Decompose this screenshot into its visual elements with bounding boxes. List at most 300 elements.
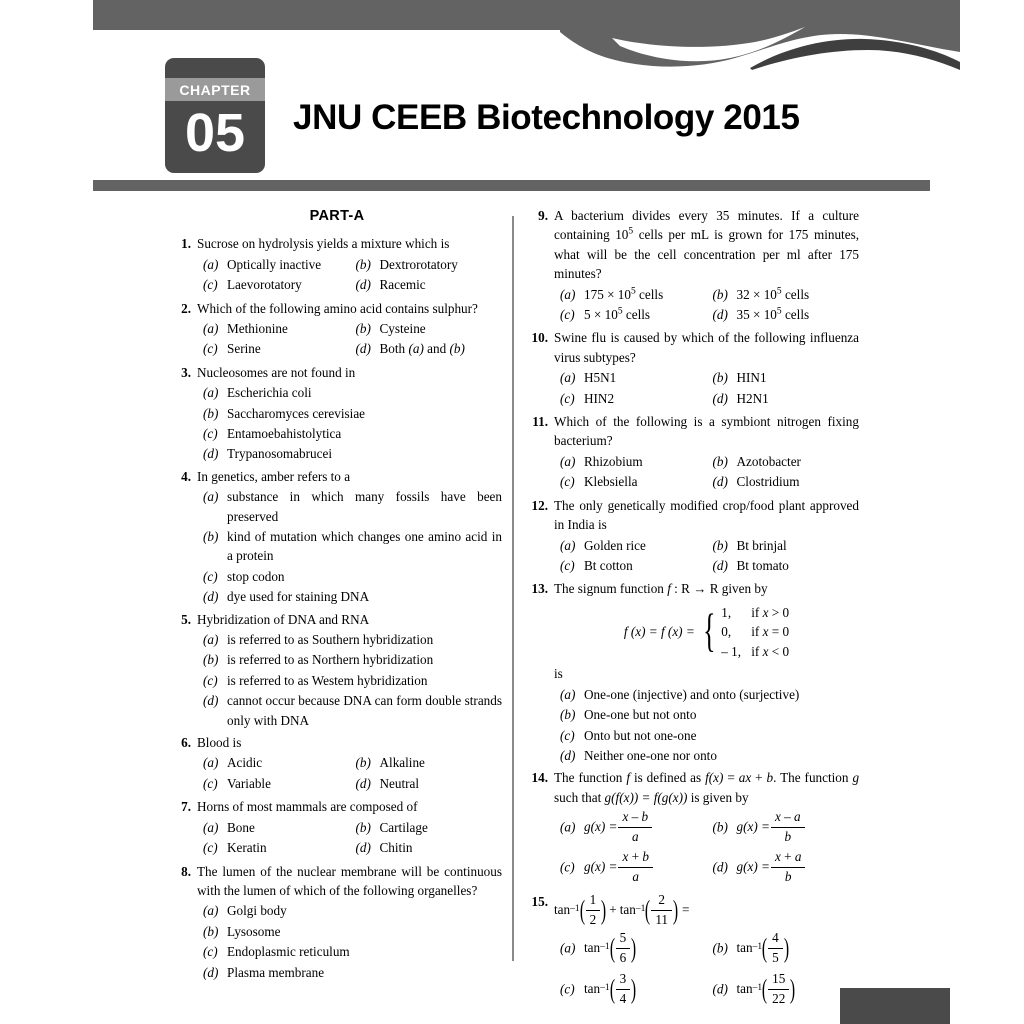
- option-d[interactable]: [707, 305, 860, 324]
- arctan-label: tan: [584, 981, 601, 997]
- question-text: Horns of most mammals are composed of: [197, 799, 418, 815]
- option-text-c: Onto but not one-one: [584, 727, 697, 743]
- question-14-options: [554, 809, 859, 889]
- option-text-a: Escherichia coli: [227, 385, 312, 401]
- option-label-a: (a): [203, 256, 219, 272]
- option-text-b: One-one but not onto: [584, 707, 697, 723]
- numerator: x + b: [618, 849, 652, 868]
- right-paren-icon: ): [631, 973, 637, 1004]
- options: [554, 368, 859, 409]
- numerator: 2: [651, 892, 672, 911]
- arg1-fraction: [586, 892, 601, 928]
- option-text-d: Trypanosomabrucei: [227, 446, 332, 462]
- option-label-a: (a): [203, 755, 219, 771]
- option-label-d: (d): [712, 307, 728, 323]
- arctan-label: tan: [584, 940, 601, 956]
- option-text-d: Plasma membrane: [227, 964, 325, 980]
- option-text-d: cannot occur because DNA can form double strands only with DNA: [227, 693, 502, 728]
- option-text-c: stop codon: [227, 568, 285, 584]
- option-text-d: Racemic: [379, 277, 426, 293]
- option-d-fraction: [768, 971, 789, 1007]
- chapter-badge: [165, 58, 265, 173]
- option-d-fraction: [771, 849, 805, 885]
- option-c[interactable]: [554, 726, 859, 745]
- question-text: [554, 892, 859, 928]
- option-label-d: (d): [560, 747, 576, 763]
- numerator: 3: [616, 971, 631, 990]
- question-11: [529, 412, 859, 493]
- right-paren-icon: ): [790, 973, 796, 1004]
- arctan-exponent: –1: [600, 983, 610, 994]
- option-c[interactable]: [554, 305, 707, 324]
- question-text: Blood is: [197, 735, 242, 751]
- question-text: Which of the following is a symbiont nitrogen fixing bacterium?: [554, 414, 859, 449]
- option-b-fraction: [771, 809, 805, 845]
- option-c[interactable]: [197, 339, 350, 358]
- left-column: [172, 206, 502, 985]
- arctan-exponent: –1: [635, 904, 646, 915]
- exponent: 5: [776, 286, 782, 297]
- question-4: [172, 467, 502, 607]
- option-a[interactable]: [554, 809, 707, 845]
- footer-block: [840, 988, 950, 1024]
- option-a[interactable]: [554, 536, 707, 555]
- options: [197, 901, 502, 982]
- option-c[interactable]: [197, 942, 502, 961]
- option-d[interactable]: [197, 587, 502, 606]
- option-b[interactable]: [197, 650, 502, 669]
- denominator: 4: [619, 990, 627, 1006]
- header-wave-decoration: [560, 0, 960, 75]
- option-label-b: (b): [712, 940, 728, 956]
- arctan-exponent: –1: [752, 942, 763, 953]
- page-title: JNU CEEB Biotechnology 2015: [293, 98, 800, 137]
- options: [554, 285, 859, 326]
- options: [554, 685, 859, 766]
- case-condition: if x > 0: [751, 604, 790, 620]
- option-a[interactable]: [197, 753, 350, 772]
- numerator: 1: [586, 892, 601, 911]
- option-text-a: Optically inactive: [227, 256, 322, 272]
- option-text-d: dye used for staining DNA: [227, 589, 370, 605]
- denominator: 11: [655, 911, 669, 927]
- question-text: A bacterium divides every 35 minutes. If a culture containing $10^5$ cells per mL is grown for 175 minutes, what will be the cell concentration per ml after 175 minutes?: [554, 208, 859, 282]
- option-text-b: $32 \times 10^5$ cells: [736, 286, 810, 302]
- question-number: 14.: [531, 770, 548, 786]
- option-label-a: (a): [560, 286, 576, 302]
- option-d[interactable]: [350, 774, 503, 793]
- question-number: 1.: [181, 236, 191, 252]
- question-text: The only genetically modified crop/food plant approved in India is: [554, 497, 859, 533]
- option-text-c: HIN2: [584, 390, 615, 406]
- option-a[interactable]: [197, 255, 350, 274]
- option-b-lhs: g(x) =: [736, 819, 770, 835]
- option-a-fraction: [618, 809, 652, 845]
- option-text-b: Lysosome: [227, 923, 281, 939]
- piecewise-lhs: f (x) = f (x) =: [623, 624, 695, 640]
- option-label-d: (d): [203, 446, 219, 462]
- options: [197, 630, 502, 730]
- option-text-a: Rhizobium: [584, 453, 643, 469]
- denominator: 2: [589, 911, 597, 927]
- option-c[interactable]: [197, 838, 350, 857]
- left-paren-icon: (: [609, 932, 615, 963]
- option-label-d: (d): [203, 693, 219, 709]
- option-label-c: (c): [560, 390, 575, 406]
- arctan-label: tan: [736, 981, 753, 997]
- option-label-b: (b): [355, 256, 371, 272]
- option-c[interactable]: [554, 556, 707, 575]
- equals-sign: =: [682, 902, 690, 918]
- option-label-a: (a): [203, 632, 219, 648]
- option-c[interactable]: [197, 774, 350, 793]
- option-text-c: Entamoebahistolytica: [227, 425, 342, 441]
- option-b[interactable]: [350, 255, 503, 274]
- denominator: b: [784, 868, 792, 884]
- option-label-a: (a): [560, 686, 576, 702]
- option-label-c: (c): [203, 425, 218, 441]
- case-value: 0,: [721, 624, 732, 640]
- arctan-exponent: –1: [600, 942, 610, 953]
- option-label-b: (b): [203, 923, 219, 939]
- option-c[interactable]: [197, 671, 502, 690]
- option-c[interactable]: [554, 849, 707, 885]
- option-text-b: Azotobacter: [736, 453, 801, 469]
- denominator: b: [784, 828, 792, 844]
- option-label-b: (b): [203, 529, 219, 544]
- option-c[interactable]: [197, 275, 350, 294]
- option-label-b: (b): [355, 819, 371, 835]
- title-underline-rule: [93, 180, 930, 191]
- options: [197, 818, 502, 859]
- option-a-fraction: [616, 930, 631, 966]
- question-text: Nucleosomes are not found in: [197, 364, 356, 380]
- arg2-fraction: [651, 892, 672, 928]
- denominator: 6: [619, 949, 627, 965]
- numerator: 4: [768, 930, 783, 949]
- denominator: a: [632, 868, 639, 884]
- option-c[interactable]: [554, 971, 707, 1007]
- inline-ref-a: (a): [408, 341, 424, 357]
- numerator: 15: [768, 971, 789, 990]
- options: [197, 255, 502, 296]
- option-d-lhs: g(x) =: [736, 859, 770, 875]
- options: [554, 452, 859, 493]
- question-15-options: [554, 930, 859, 1012]
- option-label-b: (b): [560, 707, 576, 723]
- option-label-a: (a): [203, 320, 219, 336]
- question-14: [529, 768, 859, 889]
- right-paren-icon: ): [783, 932, 789, 963]
- option-c[interactable]: [554, 472, 707, 491]
- question-7: [172, 797, 502, 858]
- option-c-fraction: [616, 971, 631, 1007]
- numerator: x – b: [618, 809, 652, 828]
- option-label-a: (a): [560, 370, 576, 386]
- question-12: [529, 496, 859, 577]
- option-text-a: $175 \times 10^5$ cells: [584, 286, 664, 302]
- option-text-c: Laevorotatory: [227, 277, 302, 293]
- case-row: [721, 642, 789, 662]
- option-label-b: (b): [712, 537, 728, 553]
- option-b[interactable]: [554, 705, 859, 724]
- option-label-d: (d): [712, 557, 728, 573]
- right-paren-icon: ): [631, 932, 637, 963]
- option-text-a: Golgi body: [227, 903, 287, 919]
- option-a[interactable]: [554, 452, 707, 471]
- option-d[interactable]: [197, 444, 502, 463]
- option-b[interactable]: [350, 753, 503, 772]
- options: [197, 487, 502, 606]
- options: [197, 319, 502, 360]
- question-5: [172, 610, 502, 730]
- option-a[interactable]: [197, 383, 502, 402]
- option-c-fraction: [618, 849, 652, 885]
- option-label-c: (c): [203, 672, 218, 688]
- option-text-a: H5N1: [584, 370, 617, 386]
- option-b[interactable]: [707, 368, 860, 387]
- option-text-b: Saccharomyces cerevisiae: [227, 405, 366, 421]
- question-text: Hybridization of DNA and RNA: [197, 611, 370, 627]
- option-label-c: (c): [203, 341, 218, 357]
- question-number: 12.: [531, 497, 548, 513]
- option-text-b: Bt brinjal: [736, 537, 787, 553]
- option-label-c: (c): [203, 277, 218, 293]
- question-number: 7.: [181, 799, 191, 815]
- left-paren-icon: (: [762, 932, 768, 963]
- option-b[interactable]: [350, 818, 503, 837]
- option-label-d: (d): [712, 859, 728, 875]
- left-brace-icon: {: [702, 605, 716, 658]
- left-paren-icon: (: [579, 894, 585, 925]
- option-a[interactable]: [554, 285, 707, 304]
- option-label-a: (a): [560, 453, 576, 469]
- column-divider: [512, 216, 514, 961]
- question-text: In genetics, amber refers to a: [197, 468, 351, 484]
- option-label-c: (c): [560, 727, 575, 743]
- option-label-d: (d): [355, 341, 371, 357]
- option-label-d: (d): [355, 277, 371, 293]
- denominator: 22: [772, 990, 786, 1006]
- arctan-exponent: –1: [752, 983, 763, 994]
- option-a[interactable]: [197, 901, 502, 920]
- option-text-b: kind of mutation which changes one amino acid in a protein: [227, 529, 502, 564]
- right-paren-icon: ): [672, 894, 679, 925]
- option-d[interactable]: [707, 556, 860, 575]
- option-b[interactable]: [197, 527, 502, 566]
- option-label-a: (a): [560, 537, 576, 553]
- option-label-a: (a): [560, 940, 576, 956]
- option-label-b: (b): [712, 370, 728, 386]
- option-text-c: is referred to as Westem hybridization: [227, 672, 428, 688]
- question-number: 11.: [532, 414, 548, 430]
- option-a-lhs: g(x) =: [584, 819, 618, 835]
- option-text-b: Cartilage: [379, 819, 428, 835]
- option-label-d: (d): [712, 390, 728, 406]
- option-text-a: is referred to as Southern hybridization: [227, 632, 434, 648]
- chapter-number: 05: [184, 103, 246, 163]
- option-text-d: Bt tomato: [736, 557, 789, 573]
- option-b[interactable]: [197, 922, 502, 941]
- option-text-c: Bt cotton: [584, 557, 633, 573]
- option-a[interactable]: [197, 487, 502, 526]
- option-text-d: Clostridium: [736, 474, 800, 490]
- piecewise-cases: [721, 603, 789, 662]
- option-label-d: (d): [355, 775, 371, 791]
- option-label-d: (d): [712, 981, 728, 997]
- question-number: 3.: [181, 364, 191, 380]
- option-text-d: Neutral: [379, 775, 420, 791]
- option-label-d: (d): [203, 589, 219, 605]
- option-text-d: Both (a) and (b): [379, 341, 465, 357]
- option-text-b: is referred to as Northern hybridization: [227, 652, 434, 668]
- option-d[interactable]: [197, 691, 502, 730]
- question-13: [529, 579, 859, 598]
- right-paren-icon: ): [601, 894, 607, 925]
- case-value: 1,: [721, 604, 732, 620]
- option-label-a: (a): [203, 489, 219, 505]
- question-number: 6.: [181, 735, 191, 751]
- option-text-a: Bone: [227, 819, 255, 835]
- arctan-label: tan: [736, 940, 753, 956]
- option-text-c: Serine: [227, 341, 261, 357]
- case-condition: if x = 0: [751, 624, 790, 640]
- option-label-c: (c): [203, 775, 218, 791]
- option-c[interactable]: [197, 424, 502, 443]
- option-label-c: (c): [560, 474, 575, 490]
- case-row: [721, 622, 789, 642]
- arctan-exponent: –1: [570, 904, 580, 915]
- option-text-a: substance in which many fossils have been preserved: [227, 489, 502, 524]
- function-symbol: f: [667, 581, 671, 597]
- option-c-lhs: g(x) =: [584, 859, 618, 875]
- option-d[interactable]: [350, 838, 503, 857]
- option-b[interactable]: [707, 285, 860, 304]
- question-8: [172, 862, 502, 982]
- right-column: [529, 206, 859, 1015]
- option-text-c: Klebsiella: [584, 474, 638, 490]
- option-b[interactable]: [197, 404, 502, 423]
- option-label-b: (b): [355, 755, 371, 771]
- option-label-b: (b): [203, 405, 219, 421]
- question-number: 8.: [181, 863, 191, 879]
- option-text-a: Acidic: [227, 755, 263, 771]
- option-text-a: Methionine: [227, 320, 288, 336]
- option-label-a: (a): [203, 385, 219, 401]
- question-text: Sucrose on hydrolysis yields a mixture which is: [197, 236, 450, 252]
- option-b[interactable]: [707, 452, 860, 471]
- option-text-c: Keratin: [227, 840, 267, 856]
- arctan-label: tan: [554, 902, 571, 918]
- question-text: The signum function f : R → R given by: [554, 581, 768, 597]
- question-3: [172, 363, 502, 464]
- option-text-b: Dextrorotatory: [379, 256, 458, 272]
- exponent: 5: [631, 286, 636, 297]
- option-a[interactable]: [197, 319, 350, 338]
- part-heading: PART-A: [309, 208, 365, 224]
- option-d[interactable]: [707, 472, 860, 491]
- question-text: The lumen of the nuclear membrane will be continuous with the lumen of which of the following organelles?: [197, 863, 502, 898]
- plus-sign: +: [609, 902, 617, 918]
- case-row: [721, 603, 789, 623]
- denominator: a: [631, 828, 639, 844]
- option-c[interactable]: [197, 567, 502, 586]
- option-label-b: (b): [355, 320, 371, 336]
- question-text: Swine flu is caused by which of the following influenza virus subtypes?: [554, 330, 859, 365]
- option-text-a: One-one (injective) and onto (surjective): [584, 686, 800, 702]
- option-label-c: (c): [203, 840, 218, 856]
- option-b-fraction: [768, 930, 783, 966]
- option-label-a: (a): [203, 819, 219, 835]
- option-a[interactable]: [554, 685, 859, 704]
- option-a[interactable]: [554, 930, 707, 966]
- option-label-b: (b): [712, 286, 728, 302]
- option-b[interactable]: [707, 930, 860, 966]
- numerator: 5: [616, 930, 631, 949]
- question-9: [529, 206, 859, 325]
- question-number: 2.: [181, 300, 191, 316]
- numerator: x + a: [771, 849, 805, 868]
- option-b[interactable]: [350, 319, 503, 338]
- question-1: [172, 234, 502, 295]
- option-a[interactable]: [554, 368, 707, 387]
- left-paren-icon: (: [762, 973, 768, 1004]
- option-d[interactable]: [707, 849, 860, 885]
- case-value: – 1,: [721, 643, 742, 659]
- option-label-b: (b): [712, 453, 728, 469]
- option-a[interactable]: [197, 630, 502, 649]
- numerator: x – a: [771, 809, 805, 828]
- option-d[interactable]: [554, 746, 859, 765]
- question-2: [172, 299, 502, 360]
- option-text-d: H2N1: [736, 390, 769, 406]
- chapter-label: CHAPTER: [179, 81, 251, 98]
- option-d[interactable]: [350, 275, 503, 294]
- exponent: 5: [617, 306, 623, 317]
- options: [197, 383, 502, 464]
- option-label-a: (a): [203, 903, 219, 919]
- option-label-c: (c): [203, 944, 218, 960]
- option-a[interactable]: [197, 818, 350, 837]
- left-paren-icon: (: [609, 973, 615, 1004]
- question-number: 5.: [181, 611, 191, 627]
- option-d[interactable]: [707, 389, 860, 408]
- option-d[interactable]: [707, 971, 860, 1007]
- option-d[interactable]: [350, 339, 503, 358]
- option-text-d: $35 \times 10^5$ cells: [736, 306, 810, 323]
- option-label-d: (d): [712, 474, 728, 490]
- option-b[interactable]: [707, 536, 860, 555]
- option-label-c: (c): [560, 557, 575, 573]
- exponent: 5: [628, 227, 634, 238]
- question-number: 10.: [531, 330, 548, 346]
- question-text: Which of the following amino acid contains sulphur?: [197, 300, 478, 316]
- option-b[interactable]: [707, 809, 860, 845]
- option-c[interactable]: [554, 389, 707, 408]
- question-13-options: [529, 685, 859, 766]
- option-label-c: (c): [560, 307, 575, 323]
- question-6: [172, 733, 502, 794]
- inline-ref-b: (b): [449, 341, 465, 357]
- question-text: The function f is defined as f(x) = ax + b. The function g such that g(f(x)) = f(g(x)) is given by: [554, 770, 860, 805]
- exponent: 5: [776, 306, 782, 317]
- option-text-d: Chitin: [379, 840, 413, 856]
- option-text-b: Alkaline: [379, 755, 425, 771]
- option-label-a: (a): [560, 819, 576, 835]
- option-d[interactable]: [197, 963, 502, 982]
- question-columns: [0, 206, 1024, 1006]
- options: [197, 753, 502, 794]
